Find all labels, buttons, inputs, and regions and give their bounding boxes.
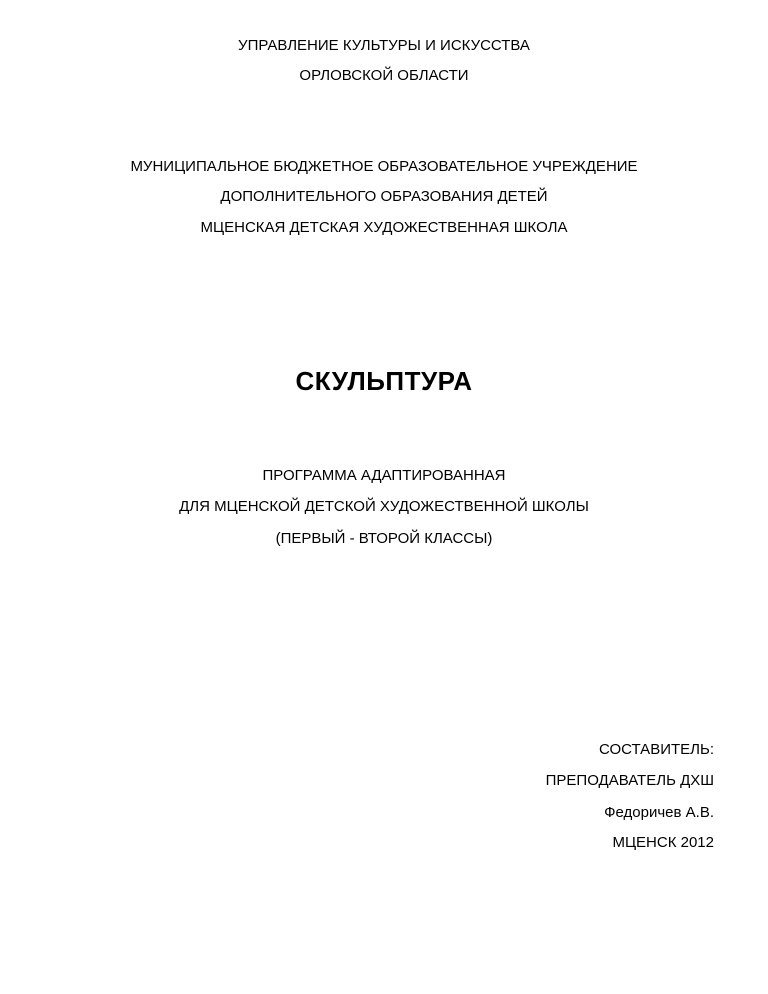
program-line-1: ПРОГРАММА АДАПТИРОВАННАЯ (262, 467, 506, 484)
program-line-3: (ПЕРВЫЙ - ВТОРОЙ КЛАССЫ) (275, 530, 493, 547)
place-year: МЦЕНСК 2012 (612, 834, 714, 851)
document-title: СКУЛЬПТУРА (295, 366, 473, 396)
institution-line-2: ДОПОЛНИТЕЛЬНОГО ОБРАЗОВАНИЯ ДЕТЕЙ (220, 188, 548, 205)
program-line-2: ДЛЯ МЦЕНСКОЙ ДЕТСКОЙ ХУДОЖЕСТВЕННОЙ ШКОЛЫ (179, 498, 589, 515)
authority-line-2: ОРЛОВСКОЙ ОБЛАСТИ (299, 67, 469, 84)
author-name: Федоричев А.В. (604, 804, 714, 821)
institution-line-3: МЦЕНСКАЯ ДЕТСКАЯ ХУДОЖЕСТВЕННАЯ ШКОЛА (200, 219, 568, 236)
institution-line-1: МУНИЦИПАЛЬНОЕ БЮДЖЕТНОЕ ОБРАЗОВАТЕЛЬНОЕ УЧРЕЖДЕНИЕ (130, 158, 638, 175)
author-position: ПРЕПОДАВАТЕЛЬ ДХШ (545, 772, 714, 789)
author-role-label: СОСТАВИТЕЛЬ: (599, 741, 714, 758)
authority-line-1: УПРАВЛЕНИЕ КУЛЬТУРЫ И ИСКУССТВА (238, 37, 530, 54)
